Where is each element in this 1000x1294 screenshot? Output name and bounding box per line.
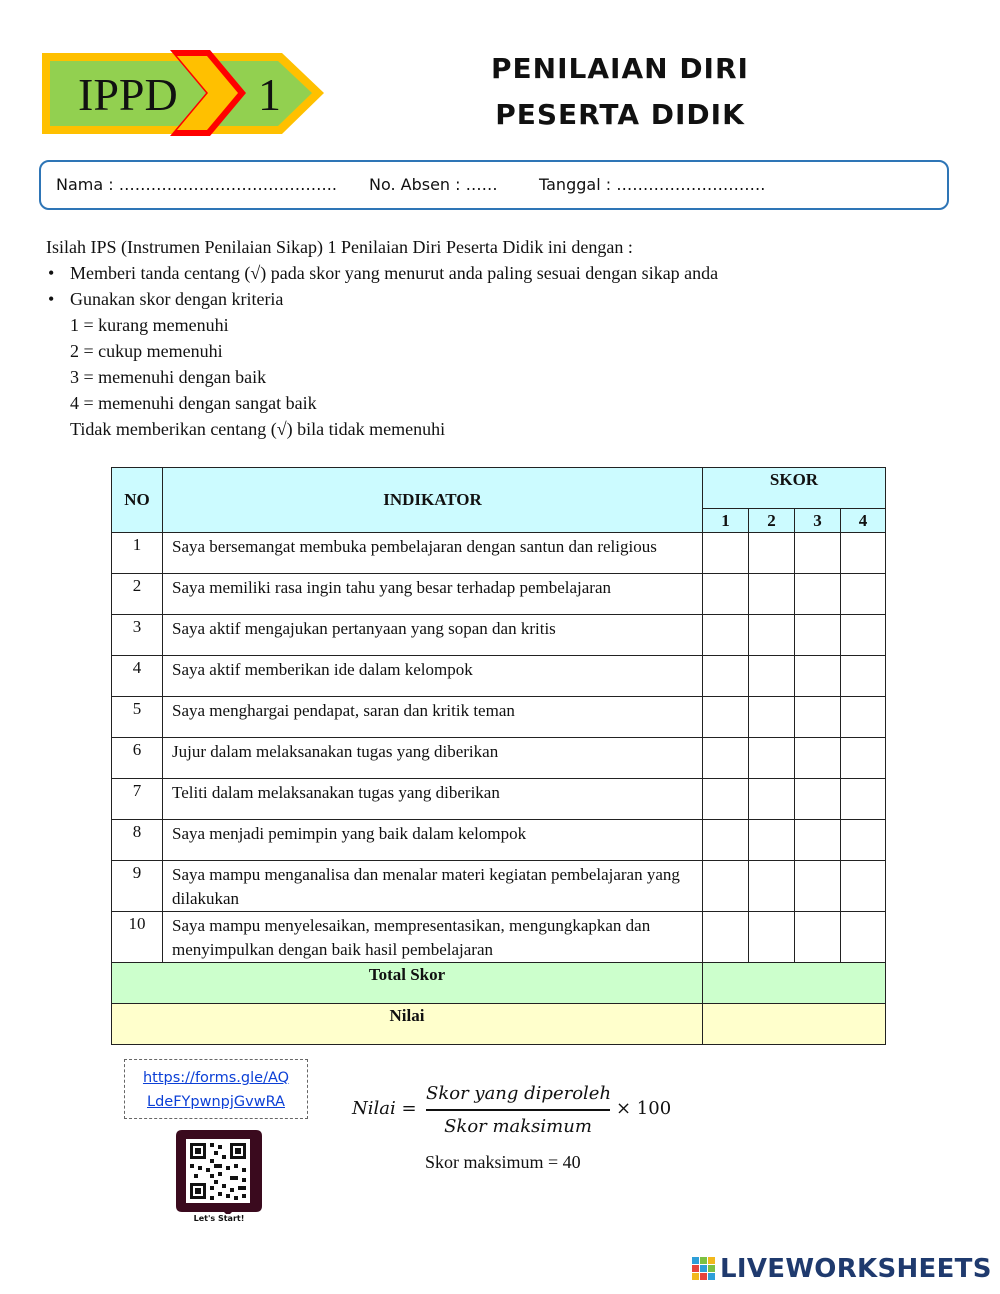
table-row <box>112 533 886 574</box>
page-title-line2: PESERTA DIDIK <box>495 98 745 131</box>
formula-denominator: Skor maksimum <box>444 1115 592 1137</box>
total-skor-label: Total Skor <box>112 963 703 1004</box>
formula-lhs: Nilai = <box>352 1098 417 1119</box>
formula-rhs: × 100 <box>616 1098 672 1119</box>
row-indicator: Saya mampu menganalisa dan menalar materi kegiatan pembelajaran yang dilakukan <box>163 861 703 912</box>
criteria-item: 2 = cukup memenuhi <box>70 341 223 361</box>
score-cell-4[interactable] <box>841 820 886 861</box>
banner-code: IPPD <box>78 69 178 120</box>
score-cell-2[interactable] <box>749 861 795 912</box>
score-cell-3[interactable] <box>795 697 841 738</box>
score-cell-3[interactable] <box>795 861 841 912</box>
score-cell-4[interactable] <box>841 738 886 779</box>
score-cell-1[interactable] <box>703 779 749 820</box>
row-number: 6 <box>112 738 163 779</box>
table-row <box>112 779 886 820</box>
header-indikator: INDIKATOR <box>163 468 703 533</box>
nilai-row <box>112 1004 886 1045</box>
total-row <box>112 963 886 1004</box>
criteria-item: 1 = kurang memenuhi <box>70 315 229 335</box>
table-row <box>112 574 886 615</box>
total-skor-input[interactable] <box>703 963 886 1004</box>
form-link-line1[interactable]: https://forms.gle/AQ <box>142 1070 290 1086</box>
table-row <box>112 820 886 861</box>
nilai-input[interactable] <box>703 1004 886 1045</box>
skor-maksimum-note: Skor maksimum = 40 <box>425 1152 581 1172</box>
header-score-1: 1 <box>703 509 749 533</box>
score-cell-4[interactable] <box>841 861 886 912</box>
row-indicator: Saya memiliki rasa ingin tahu yang besar terhadap pembelajaran <box>163 574 703 615</box>
score-cell-4[interactable] <box>841 656 886 697</box>
page-title-line1: PENILAIAN DIRI <box>491 52 749 85</box>
score-cell-2[interactable] <box>749 779 795 820</box>
form-link-box <box>124 1059 308 1119</box>
score-cell-4[interactable] <box>841 533 886 574</box>
row-indicator: Saya menghargai pendapat, saran dan kritik teman <box>163 697 703 738</box>
row-indicator: Saya mampu menyelesaikan, mempresentasikan, mengungkapkan dan menyimpulkan dengan baik hasil pembelajaran <box>163 912 703 963</box>
table-row <box>112 656 886 697</box>
row-number: 2 <box>112 574 163 615</box>
formula-fraction <box>426 1080 610 1140</box>
header-skor: SKOR <box>703 468 886 509</box>
criteria-item: 3 = memenuhi dengan baik <box>70 367 267 387</box>
nilai-label: Nilai <box>112 1004 703 1045</box>
score-cell-4[interactable] <box>841 615 886 656</box>
row-number: 3 <box>112 615 163 656</box>
score-cell-4[interactable] <box>841 912 886 963</box>
instructions-intro: Isilah IPS (Instrumen Penilaian Sikap) 1 Penilaian Diri Peserta Didik ini dengan : <box>46 237 633 257</box>
table-row <box>112 615 886 656</box>
instruction-bullet-1: • Memberi tanda centang (√) pada skor yang menurut anda paling sesuai dengan sikap anda <box>46 260 946 286</box>
row-indicator: Saya aktif memberikan ide dalam kelompok <box>163 656 703 697</box>
row-number: 1 <box>112 533 163 574</box>
liveworksheets-icon <box>692 1257 716 1281</box>
score-cell-3[interactable] <box>795 738 841 779</box>
score-cell-1[interactable] <box>703 697 749 738</box>
no-absen-field[interactable]: No. Absen : …… <box>369 175 498 194</box>
qr-code <box>174 1128 264 1223</box>
score-cell-4[interactable] <box>841 574 886 615</box>
header-score-4: 4 <box>841 509 886 533</box>
score-cell-2[interactable] <box>749 615 795 656</box>
score-cell-3[interactable] <box>795 533 841 574</box>
score-cell-1[interactable] <box>703 615 749 656</box>
header-no: NO <box>112 468 163 533</box>
score-cell-3[interactable] <box>795 912 841 963</box>
tanggal-field[interactable]: Tanggal : ………………………. <box>539 175 766 194</box>
instruction-note: Tidak memberikan centang (√) bila tidak memenuhi <box>70 419 446 439</box>
score-cell-3[interactable] <box>795 615 841 656</box>
score-cell-1[interactable] <box>703 738 749 779</box>
form-link-line2[interactable]: LdeFYpwnpjGvwRA <box>147 1094 285 1110</box>
qr-code-icon <box>174 1128 264 1214</box>
score-cell-3[interactable] <box>795 820 841 861</box>
score-cell-2[interactable] <box>749 697 795 738</box>
score-cell-3[interactable] <box>795 656 841 697</box>
banner-number: 1 <box>258 69 281 120</box>
score-cell-2[interactable] <box>749 912 795 963</box>
header-score-2: 2 <box>749 509 795 533</box>
score-cell-2[interactable] <box>749 820 795 861</box>
self-assessment-table <box>111 467 886 1045</box>
score-cell-4[interactable] <box>841 779 886 820</box>
fraction-bar <box>426 1109 610 1111</box>
score-cell-1[interactable] <box>703 574 749 615</box>
identity-box <box>39 160 949 210</box>
score-cell-1[interactable] <box>703 820 749 861</box>
score-cell-1[interactable] <box>703 533 749 574</box>
table-row <box>112 738 886 779</box>
score-cell-2[interactable] <box>749 656 795 697</box>
table-row <box>112 861 886 912</box>
score-cell-3[interactable] <box>795 574 841 615</box>
row-number: 7 <box>112 779 163 820</box>
row-indicator: Saya aktif mengajukan pertanyaan yang sopan dan kritis <box>163 615 703 656</box>
nama-field[interactable]: Nama : ………………………………….. <box>56 175 337 194</box>
score-cell-4[interactable] <box>841 697 886 738</box>
row-number: 10 <box>112 912 163 963</box>
row-number: 8 <box>112 820 163 861</box>
score-cell-3[interactable] <box>795 779 841 820</box>
score-cell-2[interactable] <box>749 533 795 574</box>
table-row <box>112 912 886 963</box>
table-row <box>112 697 886 738</box>
row-number: 4 <box>112 656 163 697</box>
ippd-banner <box>42 48 327 138</box>
score-cell-1[interactable] <box>703 656 749 697</box>
liveworksheets-brand: LIVEWORKSHEETS <box>720 1254 992 1284</box>
criteria-item: 4 = memenuhi dengan sangat baik <box>70 393 317 413</box>
row-indicator: Jujur dalam melaksanakan tugas yang diberikan <box>163 738 703 779</box>
instructions <box>46 234 946 442</box>
row-indicator: Saya bersemangat membuka pembelajaran dengan santun dan religious <box>163 533 703 574</box>
instruction-bullet-2: • Gunakan skor dengan kriteria <box>46 286 946 312</box>
row-indicator: Saya menjadi pemimpin yang baik dalam kelompok <box>163 820 703 861</box>
qr-caption: Let's Start! <box>193 1214 245 1223</box>
row-number: 5 <box>112 697 163 738</box>
score-cell-2[interactable] <box>749 574 795 615</box>
formula-numerator: Skor yang diperoleh <box>426 1083 612 1104</box>
header-score-3: 3 <box>795 509 841 533</box>
score-cell-2[interactable] <box>749 738 795 779</box>
score-cell-1[interactable] <box>703 861 749 912</box>
score-cell-1[interactable] <box>703 912 749 963</box>
row-indicator: Teliti dalam melaksanakan tugas yang diberikan <box>163 779 703 820</box>
row-number: 9 <box>112 861 163 912</box>
